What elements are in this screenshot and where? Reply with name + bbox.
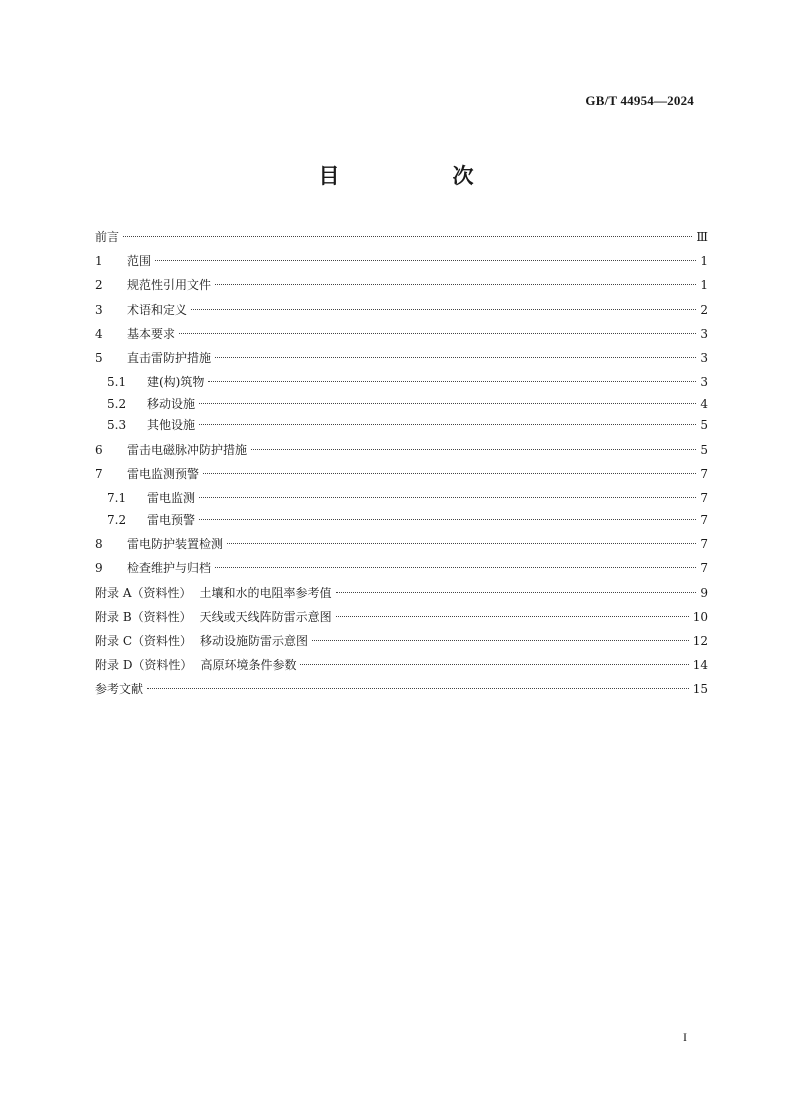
toc-entry[interactable] bbox=[95, 251, 708, 275]
toc-entry-page: Ⅲ bbox=[696, 230, 708, 244]
toc-entry-page: 15 bbox=[692, 682, 708, 697]
toc-entry-label: 术语和定义 bbox=[127, 302, 188, 317]
toc-entry-label: 雷电防护装置检测 bbox=[127, 537, 224, 552]
toc-entry-page: 7 bbox=[700, 537, 708, 552]
toc-entry-number: 7.2 bbox=[107, 512, 127, 527]
toc-entry-label: 雷电监测 bbox=[147, 491, 196, 506]
toc-entry-number: 9 bbox=[95, 561, 103, 576]
toc-dot-leader bbox=[199, 497, 696, 498]
toc-dot-leader bbox=[336, 616, 689, 617]
toc-entry-page: 12 bbox=[692, 633, 708, 648]
toc-entry[interactable] bbox=[95, 372, 708, 394]
toc-dot-leader bbox=[215, 284, 696, 285]
toc-entry[interactable] bbox=[95, 275, 708, 299]
toc-entry-number: 附录 C（资料性） bbox=[95, 633, 192, 648]
toc-entry-page: 2 bbox=[700, 302, 708, 317]
toc-entry[interactable] bbox=[95, 464, 708, 488]
toc-entry-page: 7 bbox=[700, 512, 708, 527]
toc-entry-page: 14 bbox=[692, 658, 708, 673]
toc-entry[interactable] bbox=[95, 300, 708, 324]
toc-dot-leader bbox=[300, 664, 688, 665]
toc-entry-page: 5 bbox=[700, 442, 708, 457]
toc-entry-label: 规范性引用文件 bbox=[127, 278, 212, 293]
toc-dot-leader bbox=[199, 519, 696, 520]
toc-entry-label: 建(构)筑物 bbox=[147, 375, 205, 390]
toc-entry-number: 2 bbox=[95, 278, 103, 293]
toc-entry-number: 5 bbox=[95, 350, 103, 365]
toc-entry-number: 1 bbox=[95, 254, 103, 269]
toc-entry-number: 附录 B（资料性） bbox=[95, 609, 192, 624]
toc-entry-page: 7 bbox=[700, 466, 708, 481]
toc-dot-leader bbox=[199, 403, 696, 404]
toc-dot-leader bbox=[203, 473, 696, 474]
toc-entry-number: 7.1 bbox=[107, 491, 127, 506]
toc-entry-number: 8 bbox=[95, 537, 103, 552]
toc-entry-label: 前言 bbox=[95, 230, 120, 244]
toc-dot-leader bbox=[155, 260, 696, 261]
toc-entry-label: 雷击电磁脉冲防护措施 bbox=[127, 442, 248, 457]
page-title: 目 次 bbox=[318, 164, 520, 188]
toc-entry-label: 范围 bbox=[127, 254, 152, 269]
toc-entry-number: 6 bbox=[95, 442, 103, 457]
toc-dot-leader bbox=[123, 236, 692, 237]
toc-entry-number: 3 bbox=[95, 302, 103, 317]
toc-entry-page: 5 bbox=[700, 418, 708, 433]
toc-dot-leader bbox=[336, 592, 697, 593]
toc-entry-label: 移动设施 bbox=[147, 396, 196, 411]
toc-entry-label: 其他设施 bbox=[147, 418, 196, 433]
toc-entry-label: 检查维护与归档 bbox=[127, 561, 212, 576]
standard-code: GB/T 44954—2024 bbox=[585, 93, 694, 108]
toc-entry-number: 5.2 bbox=[107, 396, 127, 411]
toc-dot-leader bbox=[312, 640, 689, 641]
toc-entry-label: 雷电预警 bbox=[147, 512, 196, 527]
toc-entry-label: 天线或天线阵防雷示意图 bbox=[199, 609, 332, 624]
table-of-contents bbox=[95, 227, 708, 704]
toc-dot-leader bbox=[191, 309, 696, 310]
toc-entry-label: 直击雷防护措施 bbox=[127, 350, 212, 365]
toc-entry-page: 1 bbox=[700, 278, 708, 293]
toc-entry-label: 移动设施防雷示意图 bbox=[200, 633, 309, 648]
toc-entry-label: 参考文献 bbox=[95, 682, 144, 697]
toc-entry[interactable] bbox=[95, 440, 708, 464]
toc-entry-page: 1 bbox=[700, 254, 708, 269]
toc-entry-page: 3 bbox=[700, 326, 708, 341]
toc-entry-label: 基本要求 bbox=[127, 326, 176, 341]
toc-entry[interactable] bbox=[95, 324, 708, 348]
toc-entry-number: 附录 D（资料性） bbox=[95, 658, 193, 673]
toc-entry-label: 高原环境条件参数 bbox=[200, 658, 297, 673]
toc-entry[interactable] bbox=[95, 558, 708, 582]
toc-entry-page: 3 bbox=[700, 375, 708, 390]
toc-entry[interactable] bbox=[95, 679, 708, 703]
toc-dot-leader bbox=[227, 543, 696, 544]
toc-entry[interactable] bbox=[95, 415, 708, 440]
toc-entry-page: 10 bbox=[692, 609, 708, 624]
toc-entry-number: 7 bbox=[95, 466, 103, 481]
toc-entry-page: 4 bbox=[700, 396, 708, 411]
toc-entry-number: 4 bbox=[95, 326, 103, 341]
toc-entry[interactable] bbox=[95, 348, 708, 372]
toc-entry[interactable] bbox=[95, 583, 708, 607]
toc-entry[interactable] bbox=[95, 488, 708, 510]
toc-dot-leader bbox=[215, 567, 696, 568]
toc-entry-page: 7 bbox=[700, 491, 708, 506]
toc-entry[interactable] bbox=[95, 655, 708, 679]
toc-entry-label: 雷电监测预警 bbox=[127, 466, 200, 481]
toc-entry-page: 3 bbox=[700, 350, 708, 365]
toc-entry[interactable] bbox=[95, 510, 708, 535]
toc-entry-label: 土壤和水的电阻率参考值 bbox=[199, 585, 332, 600]
toc-dot-leader bbox=[251, 449, 696, 450]
toc-dot-leader bbox=[215, 357, 696, 358]
toc-entry-number: 5.3 bbox=[107, 418, 127, 433]
toc-entry[interactable] bbox=[95, 394, 708, 416]
toc-entry-page: 9 bbox=[700, 585, 708, 600]
toc-entry[interactable] bbox=[95, 607, 708, 631]
toc-dot-leader bbox=[208, 381, 696, 382]
toc-entry[interactable] bbox=[95, 631, 708, 655]
toc-entry[interactable] bbox=[95, 534, 708, 558]
toc-entry[interactable] bbox=[95, 227, 708, 251]
toc-dot-leader bbox=[179, 333, 696, 334]
page-number: I bbox=[683, 1030, 687, 1044]
toc-entry-number: 5.1 bbox=[107, 375, 127, 390]
toc-dot-leader bbox=[199, 424, 696, 425]
toc-entry-number: 附录 A（资料性） bbox=[95, 585, 192, 600]
toc-entry-page: 7 bbox=[700, 561, 708, 576]
toc-dot-leader bbox=[147, 688, 689, 689]
